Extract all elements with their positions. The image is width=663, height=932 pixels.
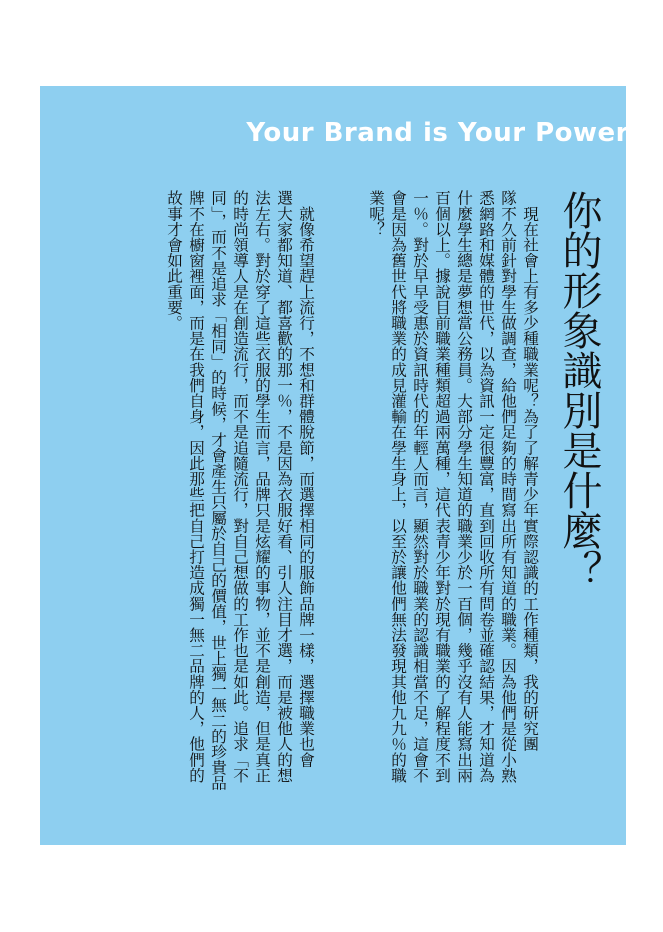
text-column: 隊不久前針對學生做調查，給他們足夠的時間寫出所有知道的職業。因為他們是從小熟 (499, 190, 517, 783)
text-column: 現在社會上有多少種職業呢？為了了解青少年實際認識的工作種類，我的研究團 (521, 190, 539, 752)
text-column: 法左右。對於穿了這些衣服的學生而言，品牌只是炫耀的事物，並不是創造，但是真正 (253, 190, 271, 783)
text-column: 選大家都知道、都喜歡的那一％，不是因為衣服好看、引人注目才選，而是被他人的想 (275, 190, 293, 783)
text-column: 故事才會如此重要。 (165, 190, 183, 331)
text-column: 同」，而不是追求「相同」的時候，才會產生只屬於自己的價值，世上獨一無二的珍貴品 (209, 190, 227, 791)
page-title: 你的形象識別是什麼？ (556, 190, 602, 590)
text-column: 會是因為舊世代將職業的成見灌輸在學生身上，以至於讓他們無法發現其他九九％的職 (389, 190, 407, 783)
text-column: 什麼學生總是夢想當公務員。大部分學生知道的職業少於一百個，幾乎沒有人能寫出兩 (455, 190, 473, 783)
text-column: 就像希望趕上流行，不想和群體脫節，而選擇相同的服飾品牌一樣，選擇職業也會 (297, 190, 315, 768)
text-column: 一％。對於早早受惠於資訊時代的年輕人而言，顯然對於職業的認識相當不足，這會不 (411, 190, 429, 783)
brand-heading: Your Brand is Your Power (246, 118, 629, 148)
text-column: 百個以上。據說目前職業種類超過兩萬種，這代表青少年對於現有職業的了解程度不到 (433, 190, 451, 783)
text-column: 業呢？ (367, 190, 385, 237)
text-column: 悉網路和媒體的世代，以為資訊一定很豐富，直到回收所有問卷並確認結果，才知道為 (477, 190, 495, 783)
text-column: 的時尚領導人是在創造流行，而不是追隨流行，對自己想做的工作也是如此。追求「不 (231, 190, 249, 783)
text-column: 牌不在櫥窗裡面，而是在我們自身，因此那些把自己打造成獨一無二品牌的人，他們的 (187, 190, 205, 783)
